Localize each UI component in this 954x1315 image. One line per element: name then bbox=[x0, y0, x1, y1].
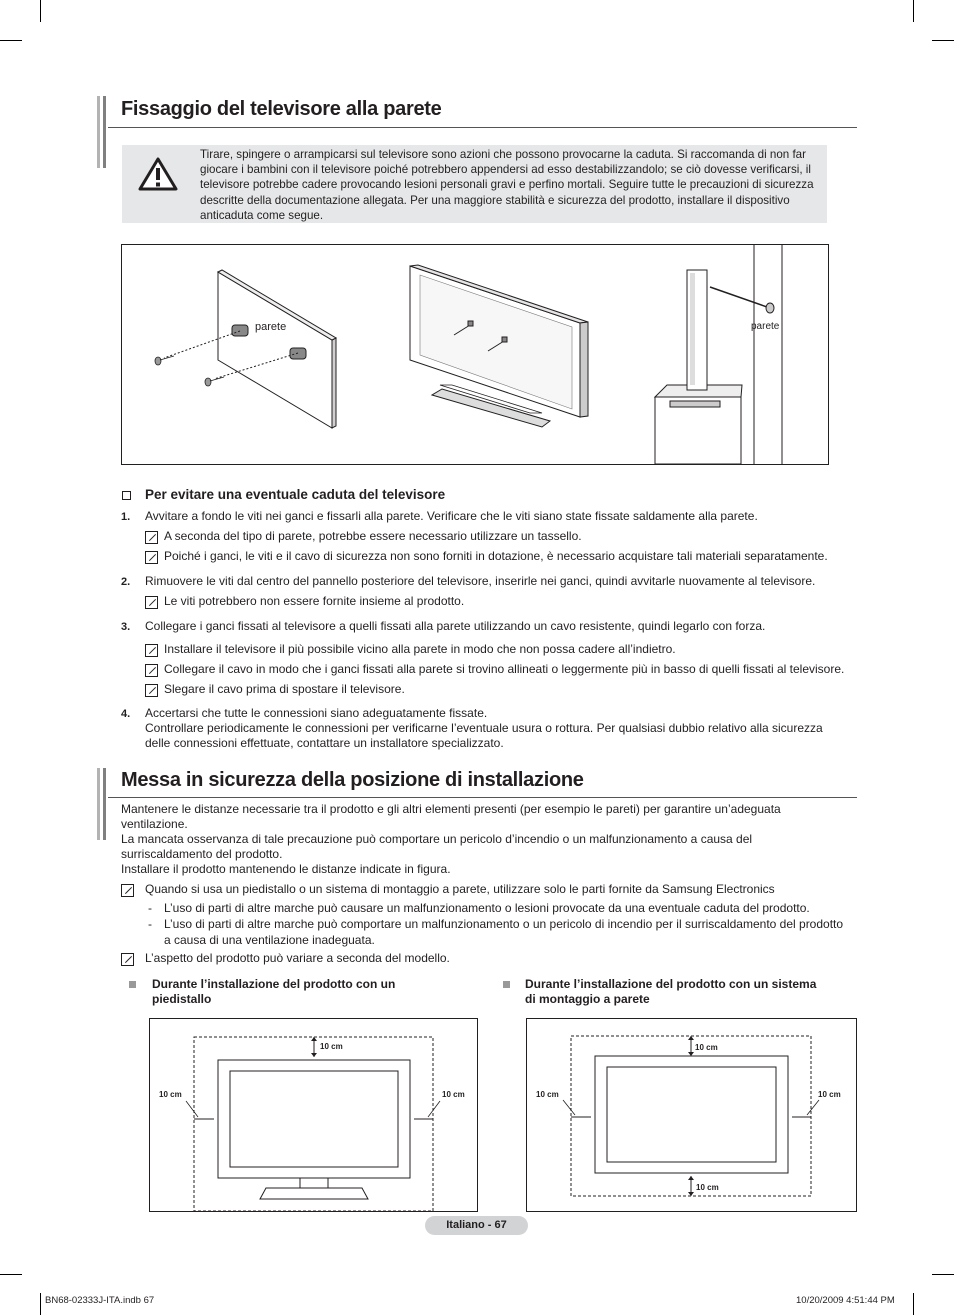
tv-stand-diagram bbox=[150, 1019, 477, 1211]
paragraph: ventilazione. bbox=[121, 817, 188, 831]
note-text: Collegare il cavo in modo che i ganci fissati alla parete si trovino allineati o leggermente più in basso di quelli fissati al televisore. bbox=[164, 662, 845, 676]
paragraph: surriscaldamento del prodotto. bbox=[121, 847, 283, 861]
note-icon bbox=[145, 531, 158, 544]
note-icon bbox=[145, 596, 158, 609]
clearance-label: 10 cm bbox=[536, 1090, 559, 1099]
clearance-label: 10 cm bbox=[695, 1043, 718, 1052]
dash-text: L’uso di parti di altre marche può comportare un malfunzionamento o un pericolo di incendio per il surriscaldamento del prodotto bbox=[164, 917, 844, 931]
tv-wall-diagram bbox=[527, 1019, 856, 1211]
paragraph: Mantenere le distanze necessarie tra il prodotto e gli altri elementi presenti (per esempio le pareti) per garantire un’adeguata bbox=[121, 802, 781, 816]
heading-bar bbox=[97, 768, 100, 840]
anchor-illustration bbox=[122, 245, 828, 464]
note-text: Slegare il cavo prima di spostare il televisore. bbox=[164, 682, 405, 696]
note-text: Le viti potrebbero non essere fornite insieme al prodotto. bbox=[164, 594, 465, 608]
clearance-label: 10 cm bbox=[818, 1090, 841, 1099]
step-text: Rimuovere le viti dal centro del pannello posteriore del televisore, inserirle nei ganci, quindi avvitarle nuovamente al televisore. bbox=[145, 574, 816, 588]
page-number: Italiano - 67 bbox=[425, 1216, 528, 1235]
section-title: Fissaggio del televisore alla parete bbox=[121, 98, 442, 120]
dash-text: L’uso di parti di altre marche può causare un malfunzionamento o lesioni provocate da una eventuale caduta del prodotto. bbox=[164, 901, 810, 915]
square-bullet-icon bbox=[129, 981, 136, 988]
stand-clearance-figure bbox=[149, 1018, 478, 1212]
dash-bullet: - bbox=[148, 917, 152, 931]
warning-box bbox=[122, 145, 827, 223]
step-text: delle connessioni effettuate, contattare un installatore specializzato. bbox=[145, 736, 504, 750]
heading-bar bbox=[97, 96, 100, 168]
square-bullet-icon bbox=[503, 981, 510, 988]
clearance-label: 10 cm bbox=[159, 1090, 182, 1099]
title-rule bbox=[108, 127, 857, 128]
note-text: Quando si usa un piedistallo o un sistema di montaggio a parete, utilizzare solo le parti fornite da Samsung Electronics bbox=[145, 882, 775, 896]
step-text: Controllare periodicamente le connessioni per verificarne l’eventuale usura o rottura. Per qualsiasi dubbio relativo alla sicurezza bbox=[145, 721, 823, 735]
wall-label: parete bbox=[751, 321, 780, 332]
paragraph: Installare il prodotto mantenendo le distanze indicate in figura. bbox=[121, 862, 451, 876]
note-text: A seconda del tipo di parete, potrebbe essere necessario utilizzare un tassello. bbox=[164, 529, 582, 543]
crop-mark bbox=[0, 40, 22, 41]
note-icon bbox=[121, 884, 134, 897]
note-text: L’aspetto del prodotto può variare a seconda del modello. bbox=[145, 951, 450, 965]
step-number: 1. bbox=[121, 511, 131, 523]
step-text: Avvitare a fondo le viti nei ganci e fissarli alla parete. Verificare che le viti siano state fissate saldamente alla parete. bbox=[145, 509, 758, 523]
crop-mark bbox=[913, 0, 914, 22]
heading-bar bbox=[103, 96, 106, 168]
dash-bullet: - bbox=[148, 901, 152, 915]
note-icon bbox=[145, 664, 158, 677]
wall-mount-illustration bbox=[121, 244, 829, 465]
clearance-label: 10 cm bbox=[442, 1090, 465, 1099]
paragraph: La mancata osservanza di tale precauzione può comportare un pericolo d’incendio o un malfunzionamento a causa del bbox=[121, 832, 753, 846]
step-number: 4. bbox=[121, 708, 131, 720]
figure-caption: di montaggio a parete bbox=[525, 992, 650, 1006]
note-icon bbox=[145, 684, 158, 697]
clearance-label: 10 cm bbox=[696, 1183, 719, 1192]
note-icon bbox=[145, 551, 158, 564]
dash-text: a causa di una ventilazione inadeguata. bbox=[164, 933, 375, 947]
warning-text: Tirare, spingere o arrampicarsi sul televisore sono azioni che possono provocarne la caduta. Si raccomanda di non far giocare i bambini con il televisore poiché potrebbero appendersi ad esso destabilizzandolo; se ciò dovesse verificarsi, il televisore potrebbe cadere provocando lesioni personali gravi e perfino mortali. Seguire tutte le precauzioni di sicurezza descritte della documentazione allegata. Per una maggiore stabilità e sicurezza del prodotto, installare il dispositivo anticaduta come segue. bbox=[200, 148, 814, 222]
wall-label: parete bbox=[255, 321, 287, 333]
wall-mount-clearance-figure bbox=[526, 1018, 857, 1212]
warning-icon bbox=[138, 157, 178, 191]
subheading: Per evitare una eventuale caduta del televisore bbox=[145, 487, 446, 502]
crop-mark bbox=[40, 0, 41, 22]
step-text: Accertarsi che tutte le connessioni siano adeguatamente fissate. bbox=[145, 706, 488, 720]
crop-mark bbox=[40, 1293, 41, 1315]
step-text: Collegare i ganci fissati al televisore a quelli fissati alla parete utilizzando un cavo resistente, quindi legarlo con forza. bbox=[145, 619, 766, 633]
footer-file: BN68-02333J-ITA.indb 67 bbox=[45, 1295, 155, 1306]
section-title: Messa in sicurezza della posizione di installazione bbox=[121, 769, 584, 791]
footer-date: 10/20/2009 4:51:44 PM bbox=[796, 1295, 895, 1306]
step-number: 2. bbox=[121, 576, 131, 588]
note-icon bbox=[145, 644, 158, 657]
title-rule bbox=[108, 797, 857, 798]
heading-bar bbox=[103, 768, 106, 840]
note-text: Installare il televisore il più possibile vicino alla parete in modo che non possa cadere all’indietro. bbox=[164, 642, 676, 656]
figure-caption: piedistallo bbox=[152, 992, 212, 1006]
note-text: Poiché i ganci, le viti e il cavo di sicurezza non sono forniti in dotazione, è necessario acquistare tali materiali separatamente. bbox=[164, 549, 828, 563]
crop-mark bbox=[0, 1274, 22, 1275]
step-number: 3. bbox=[121, 621, 131, 633]
crop-mark bbox=[932, 40, 954, 41]
crop-mark bbox=[932, 1274, 954, 1275]
checkbox-bullet-icon bbox=[122, 491, 131, 500]
figure-caption: Durante l’installazione del prodotto con un bbox=[152, 977, 396, 991]
note-icon bbox=[121, 953, 134, 966]
crop-mark bbox=[913, 1293, 914, 1315]
clearance-label: 10 cm bbox=[320, 1042, 343, 1051]
figure-caption: Durante l’installazione del prodotto con un sistema bbox=[525, 977, 817, 991]
